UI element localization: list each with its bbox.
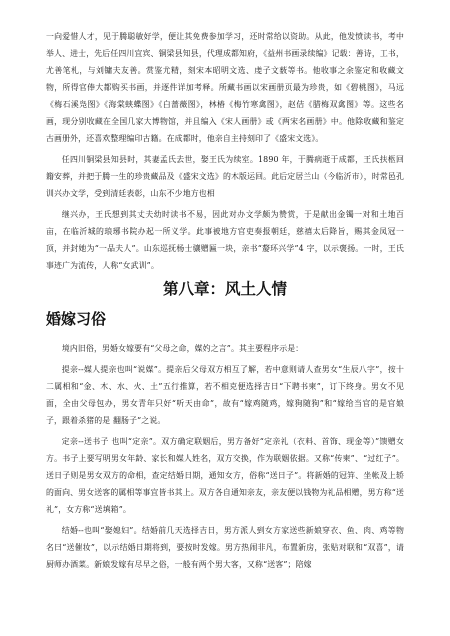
paragraph: 境内旧俗，男婚女嫁要有“父母之命，媒妁之言”。其主要程序示是： bbox=[61, 344, 304, 353]
paragraph: 任四川铜梁县知县时，其妻孟氏去世，娶王氏为续室。1890 年，于腾病逝于成都，王氏扶柩回籍安葬，并把于腾一生的珍贵藏品及《盛宋文选》的木版运回。此后定居兰山（今临沂市），时常邑孔训兴办文学，受到清廷表彰，山东不少地方也相 bbox=[46, 155, 404, 198]
biography-text bbox=[46, 28, 404, 274]
section-title: 婚嫁习俗 bbox=[46, 310, 107, 328]
paragraph: 提亲--媒人提亲也叫“说媒”。提亲后父母双方相互了解，若中意则请人查男女“生辰八字”，按十二属相和“金、木、水、火、土”五行推算，若不相克便选择吉日“下聘书柬”，订下终身。男女不见面，全由父母包办，男女青年只好“听天由命”，故有“嫁鸡随鸡，嫁狗随狗”和“嫁给当官的是官娘子，跟着杀猪的是 翻肠子”之说。 bbox=[46, 365, 404, 425]
paragraph: 一向爱惜人才，见于腾聪敏好学，便让其免费参加学习，还时常给以资助。从此，他发愤读书，考中举人、进士，先后任四川宜宾、铜梁县知县，代理成都知府，《益州书画录续编》记载：善诗，工书，尤善笔札，与刘镛夫友善。赏鉴尤精，刻宋本昭明文选、虔子文薮等书。他收事之余鉴定和收藏文物，所得官俸大都购买书画，并逐件详加考释。所藏书画以宋画册页最为珍贵，如《碧桃图》，马远《梅石溪凫图》《海棠蛱蝶图》《白蔷薇图》，林椿《梅竹寒禽图》，赵佶《腊梅双禽图》等。这些名画，现分别收藏在全国几家大博物馆，并且编入《宋人画册》或《两宋名画册》中。他除收藏和鉴定古画册外，还喜欢整理编印古籍。在成都时，他亲自主持刻印了《盛宋文选》。 bbox=[46, 32, 404, 143]
customs-text bbox=[46, 340, 404, 573]
paragraph: 结婚--也叫“娶媳妇”。结婚前几天选择吉日，男方派人到女方家送些新娘穿衣、鱼、肉、鸡等物名曰“送催妆”，以示结婚日期将到，要按时发嫁。男方热闹非凡，布置新房，张贴对联和“双喜”，请厨师办酒菜。新娘发嫁有尽早之俗，一般有两个男大客，又称“送客”；陪嫁 bbox=[46, 526, 404, 569]
paragraph: 继兴办，王氏想到其丈夫幼时读书不易，因此对办文学颇为赞赏，于是献出金镯一对和土地百亩，在临沂城的琅琊书院办起一所义学。此事被地方官吏奏报朝廷，慈禧太后降旨，赐其金凤冠一顶，并封她为“一品夫人”。山东巡抚杨士骧赠匾一块，亲书“嫠环兴学”4 字，以示褒扬。一时，王氏事迹广为流传，人称“女武训”。 bbox=[46, 210, 404, 270]
paragraph: 定亲--送书子 也叫“定亲”。双方确定联姻后，男方备好“定亲礼（衣料、首饰、现金等）”馈赠女方。书子上要写明男女年龄、家长和媒人姓名，双方交换，作为联姻依据。又称“传柬”、“过红子”。送日子则是男女双方的命相，查定结婚日期，通知女方，俗称“送日子”。将新婚的冠笄、坐帐及上轿的面向、男女送客的属相等事宜皆书其上。双方各自通知亲友，亲友便以钱物为礼品相赠，男方称“送礼”，女方称“送填箱”。 bbox=[46, 437, 404, 514]
chapter-title: 第八章：风土人情 bbox=[162, 280, 287, 298]
